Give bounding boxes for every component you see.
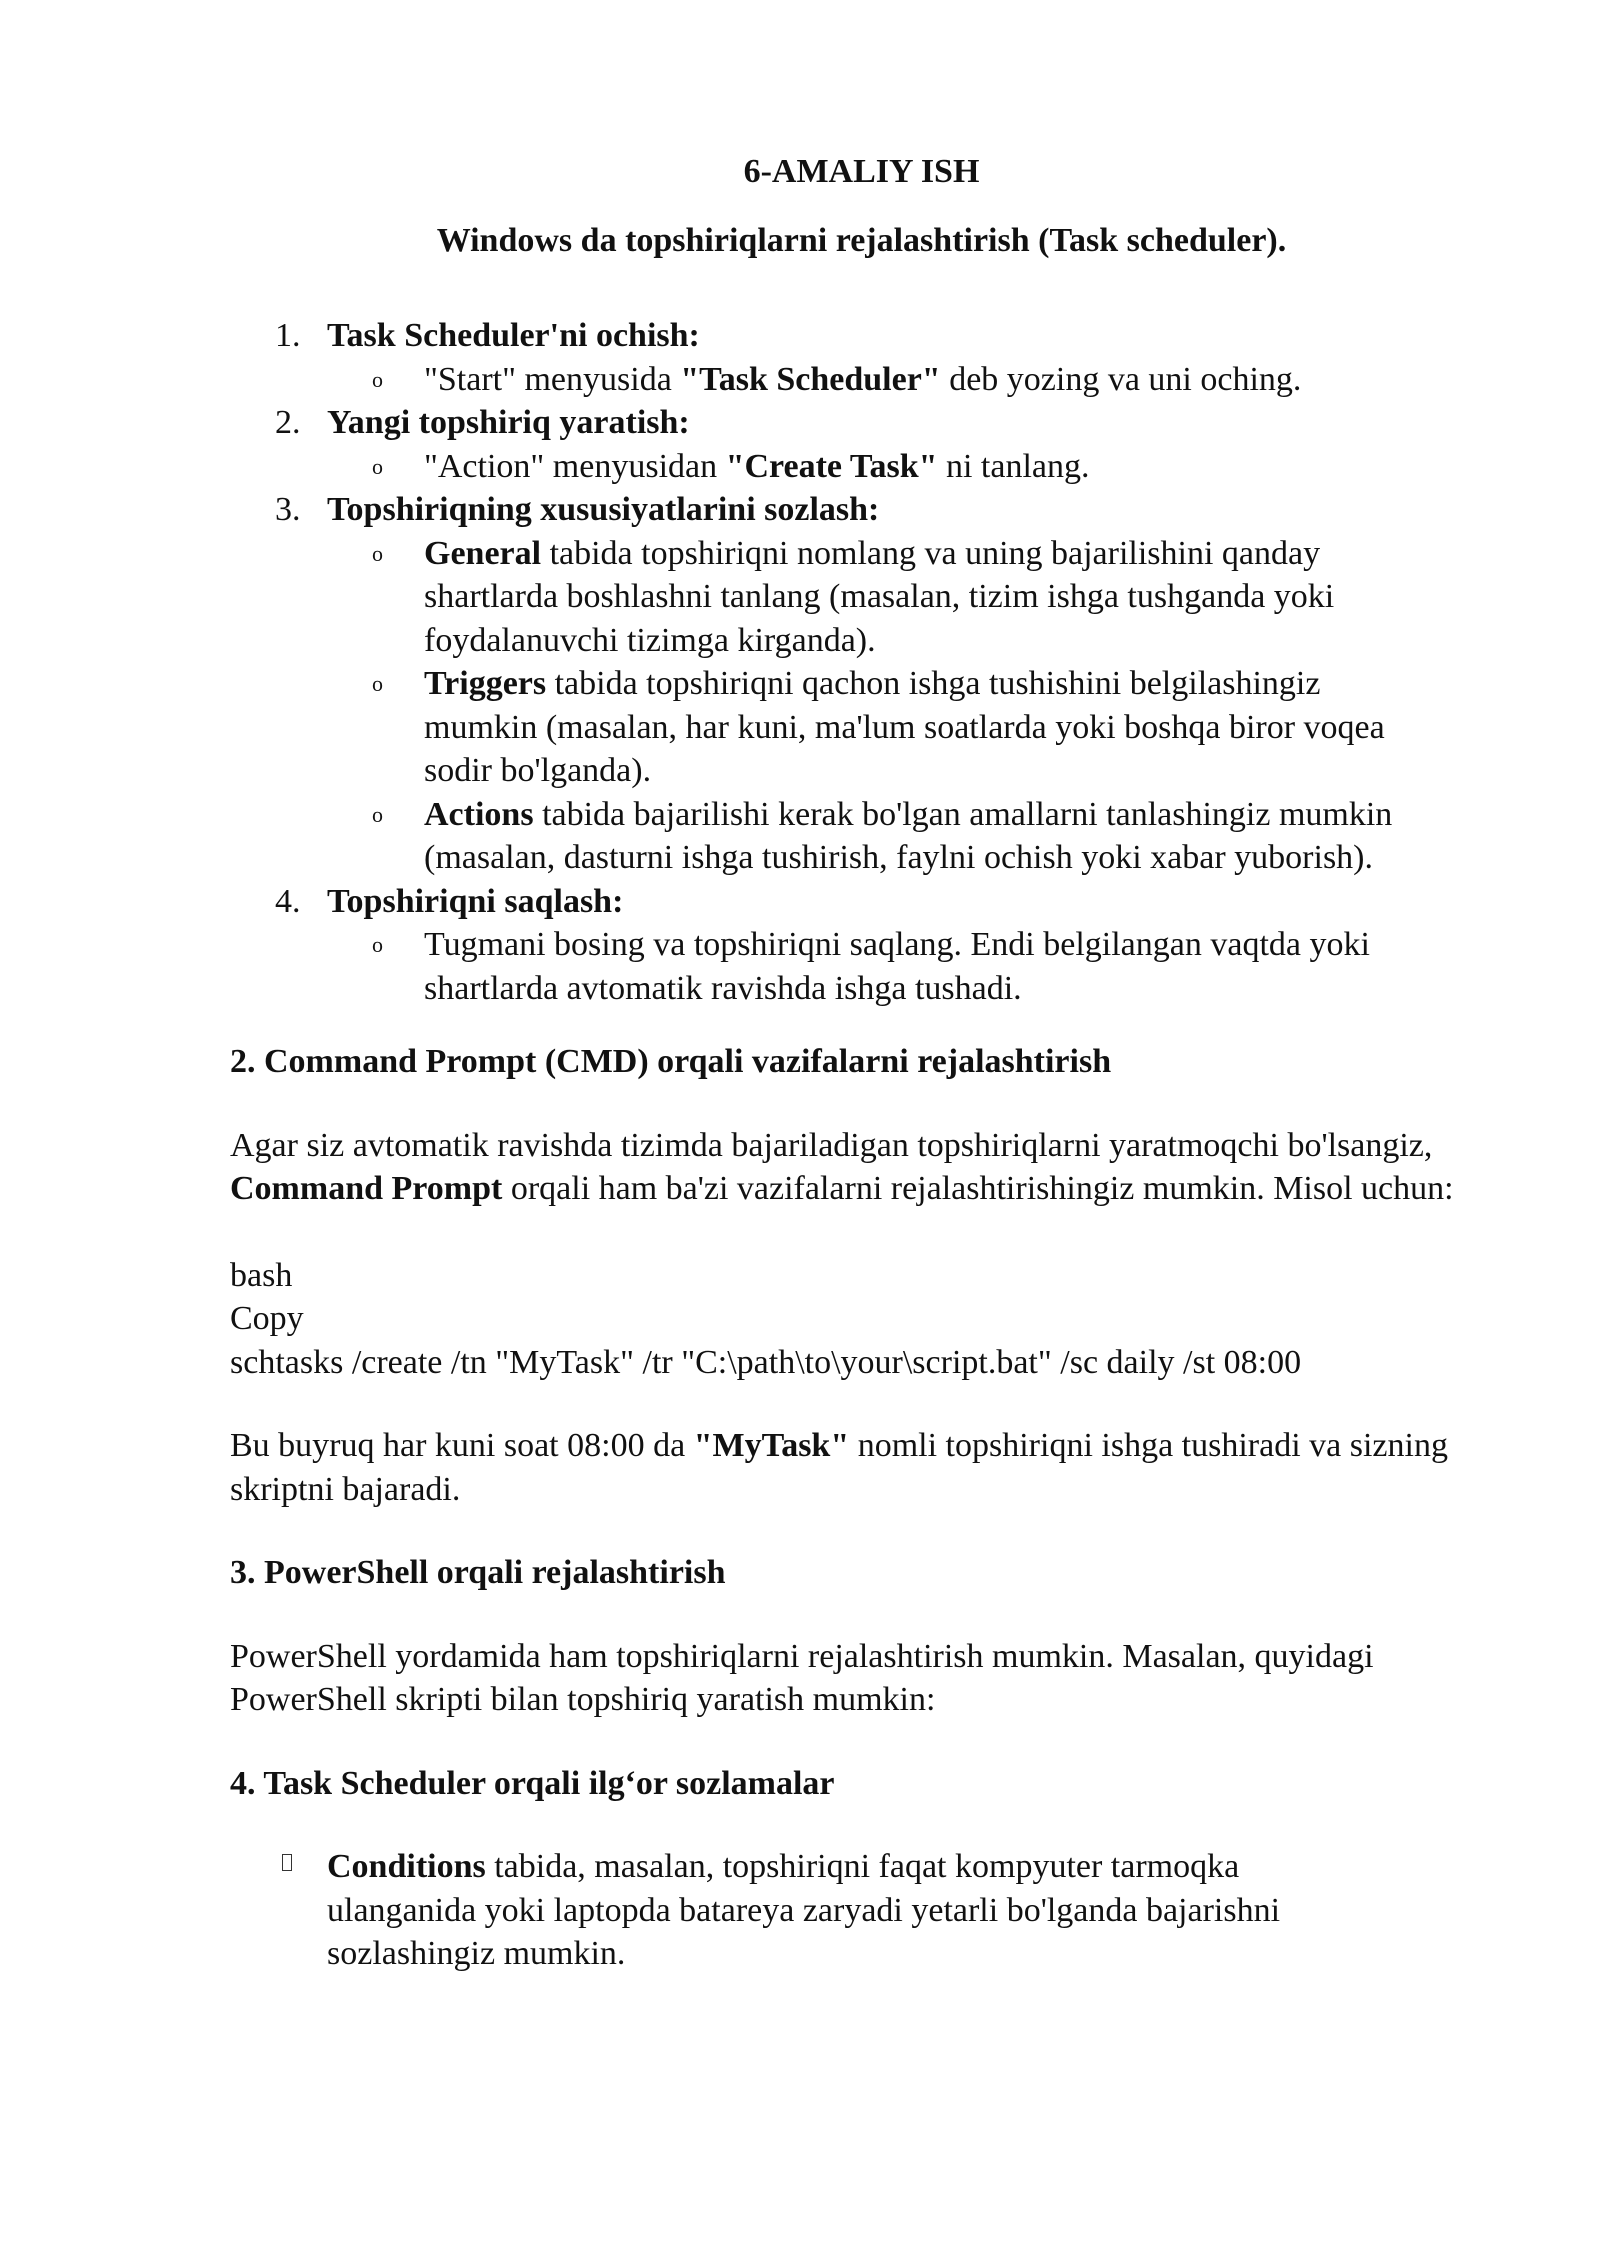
circle-bullet-icon: o	[372, 540, 383, 566]
step-subitems	[327, 358, 1520, 402]
list-item: Conditions tabida, masalan, topshiriqni faqat kompyuter tarmoqka ulanganida yoki laptopda batareya zaryadi yetarli bo'lganda bajarishni sozlashingiz mumkin.	[230, 1845, 1357, 1976]
step-number: 3.	[275, 491, 301, 528]
step-subitem: o "Start" menyusida "Task Scheduler" deb yozing va uni oching.	[327, 358, 1434, 402]
circle-bullet-icon: o	[372, 366, 383, 392]
code-block	[230, 1254, 1520, 1385]
section-heading: 3. PowerShell orqali rejalashtirish	[230, 1554, 726, 1591]
section-heading: 2. Command Prompt (CMD) orqali vazifalarni rejalashtirish	[230, 1043, 1112, 1080]
paragraph: Bu buyruq har kuni soat 08:00 da "MyTask" nomli topshiriqni ishga tushiradi va sizning skriptni bajaradi.	[230, 1427, 1448, 1508]
document-title: 6-AMALIY ISH	[743, 153, 980, 190]
step-subitem: o Triggers tabida topshiriqni qachon ishga tushishini belgilashingiz mumkin (masalan, har kuni, ma'lum soatlarda yoki boshqa biror voqea sodir bo'lganda).	[327, 662, 1434, 793]
step-heading: Task Scheduler'ni ochish:	[327, 317, 700, 354]
code-language-label: bash	[230, 1256, 293, 1294]
step-subitem: o General tabida topshiriqni nomlang va uning bajarilishini qanday shartlarda boshlashni tanlang (masalan, tizim ishga tushganda yoki foydalanuvchi tizimga kirganda).	[327, 532, 1434, 663]
step-subitem: o Tugmani bosing va topshiriqni saqlang. Endi belgilangan vaqtda yoki shartlarda avtomatik ravishda ishga tushadi.	[327, 923, 1434, 1010]
step-item	[230, 488, 1520, 880]
circle-bullet-icon: o	[372, 453, 383, 479]
code-line: schtasks /create /tn "MyTask" /tr "C:\path\to\your\script.bat" /sc daily /st 08:00	[230, 1343, 1302, 1381]
step-heading: Yangi topshiriq yaratish:	[327, 404, 690, 441]
step-number: 4.	[275, 882, 301, 920]
step-subitem: o "Action" menyusidan "Create Task" ni tanlang.	[327, 445, 1434, 489]
circle-bullet-icon: o	[372, 932, 383, 957]
step-subitem: o Actions tabida bajarilishi kerak bo'lgan amallarni tanlashingiz mumkin (masalan, dasturni ishga tushirish, faylni ochish yoki xabar yuborish).	[327, 793, 1434, 880]
document-page	[230, 150, 1520, 1976]
step-item	[230, 401, 1520, 488]
step-subitems	[327, 532, 1520, 880]
step-item	[230, 314, 1520, 401]
step-number: 1.	[275, 317, 301, 354]
paragraph: PowerShell yordamida ham topshiriqlarni rejalashtirish mumkin. Masalan, quyidagi PowerShell skripti bilan topshiriq yaratish mumkin:	[230, 1637, 1374, 1718]
step-subitems	[327, 445, 1520, 489]
paragraph: Agar siz avtomatik ravishda tizimda bajariladigan topshiriqlarni yaratmoqchi bo'lsangiz, Command Prompt orqali ham ba'zi vazifalarni rejalashtirishingiz mumkin. Misol uchun:	[230, 1126, 1454, 1207]
circle-bullet-icon: o	[372, 801, 383, 827]
copy-label: Copy	[230, 1300, 304, 1337]
step-subitems	[327, 923, 1520, 1010]
circle-bullet-icon: o	[372, 671, 383, 696]
step-item	[230, 880, 1520, 1011]
document-subtitle: Windows da topshiriqlarni rejalashtirish (Task scheduler).	[436, 221, 1287, 259]
step-heading: Topshiriqni saqlash:	[327, 882, 624, 920]
steps-list	[230, 314, 1520, 1010]
step-heading: Topshiriqning xususiyatlarini sozlash:	[327, 491, 880, 528]
step-number: 2.	[275, 404, 301, 441]
square-bullet-icon	[282, 1854, 292, 1871]
section-heading: 4. Task Scheduler orqali ilg‘or sozlamalar	[230, 1764, 835, 1802]
